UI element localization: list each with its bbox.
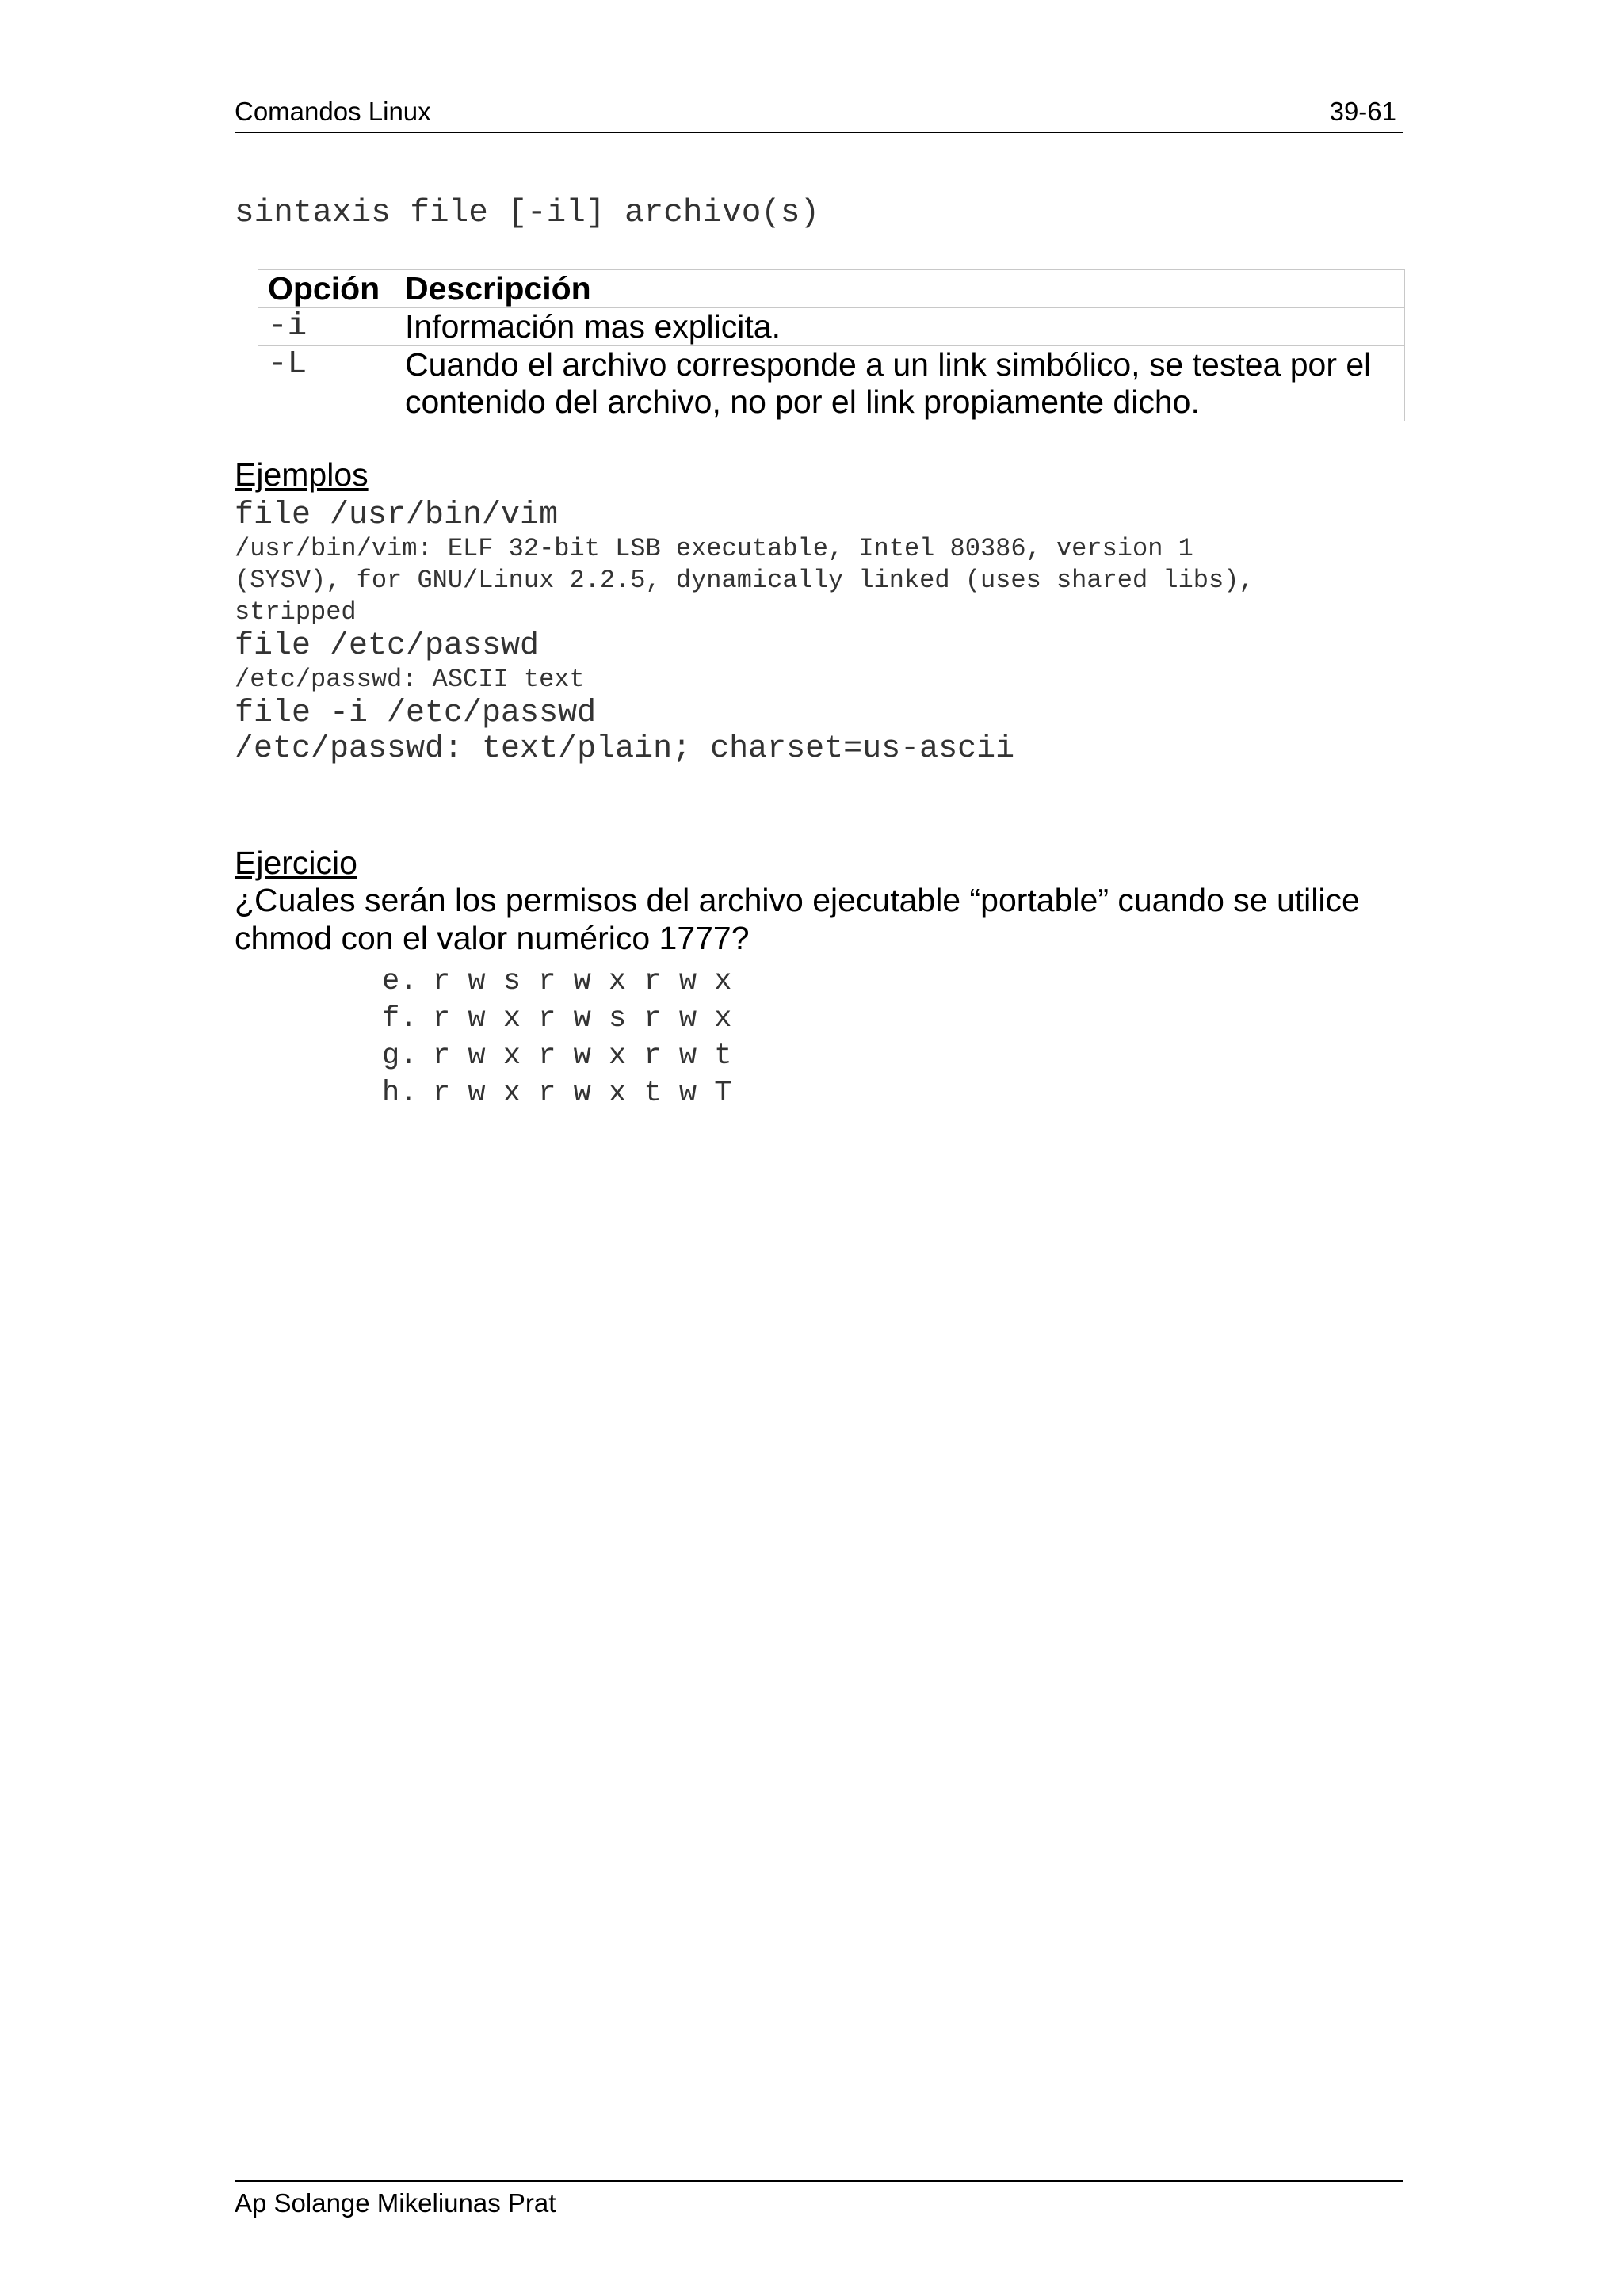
header-title: Comandos Linux — [235, 97, 431, 126]
example-output: /etc/passwd: text/plain; charset=us-ascii — [235, 731, 1015, 767]
answer-option — [382, 1038, 731, 1075]
exercise-heading: Ejercicio — [235, 845, 357, 881]
answer-letter: f. — [382, 1002, 418, 1035]
description-cell: Cuando el archivo corresponde a un link simbólico, se testea por el contenido del archivo, no por el link propiamente dicho. — [395, 346, 1405, 421]
column-header-description: Descripción — [395, 270, 1405, 308]
examples-block — [235, 498, 1254, 767]
answer-text: r w x r w s r w x — [433, 1002, 732, 1035]
column-header-option: Opción — [258, 270, 395, 308]
table-row — [258, 346, 1405, 421]
table-row — [258, 308, 1405, 346]
answer-text: r w s r w x r w x — [433, 965, 732, 998]
answer-option — [382, 1001, 731, 1038]
answer-option — [382, 1075, 731, 1112]
page-number: 39-61 — [1329, 97, 1396, 126]
page-header — [235, 97, 1403, 133]
description-cell: Información mas explicita. — [395, 308, 1405, 346]
answer-letter: g. — [382, 1039, 418, 1073]
example-command: file -i /etc/passwd — [235, 696, 597, 731]
example-command: file /etc/passwd — [235, 628, 540, 664]
examples-heading: Ejemplos — [235, 456, 369, 493]
page-footer — [235, 2180, 1403, 2218]
table-header-row — [258, 270, 1405, 308]
footer-author: Ap Solange Mikeliunas Prat — [235, 2188, 556, 2218]
option-cell: -L — [258, 346, 395, 421]
exercise-question: ¿Cuales serán los permisos del archivo ejecutable “portable” cuando se utilice chmod con el valor numérico 1777? — [235, 882, 1360, 956]
document-page — [235, 0, 1403, 2296]
options-table — [258, 269, 1405, 421]
example-command: file /usr/bin/vim — [235, 498, 559, 533]
answer-text: r w x r w x t w T — [433, 1077, 732, 1110]
answer-letter: e. — [382, 965, 418, 998]
example-output: /etc/passwd: ASCII text — [235, 665, 585, 694]
answer-letter: h. — [382, 1077, 418, 1110]
syntax-line: sintaxis file [-il] archivo(s) — [235, 195, 820, 231]
answer-option — [382, 963, 731, 1001]
example-output: /usr/bin/vim: ELF 32-bit LSB executable, Intel 80386, version 1 (SYSV), for GNU/Linux 2.2.5, dynamically linked (uses shared libs), stripped — [235, 534, 1254, 627]
answer-list — [382, 963, 731, 1112]
answer-text: r w x r w x r w t — [433, 1039, 732, 1073]
option-cell: -i — [258, 308, 395, 346]
